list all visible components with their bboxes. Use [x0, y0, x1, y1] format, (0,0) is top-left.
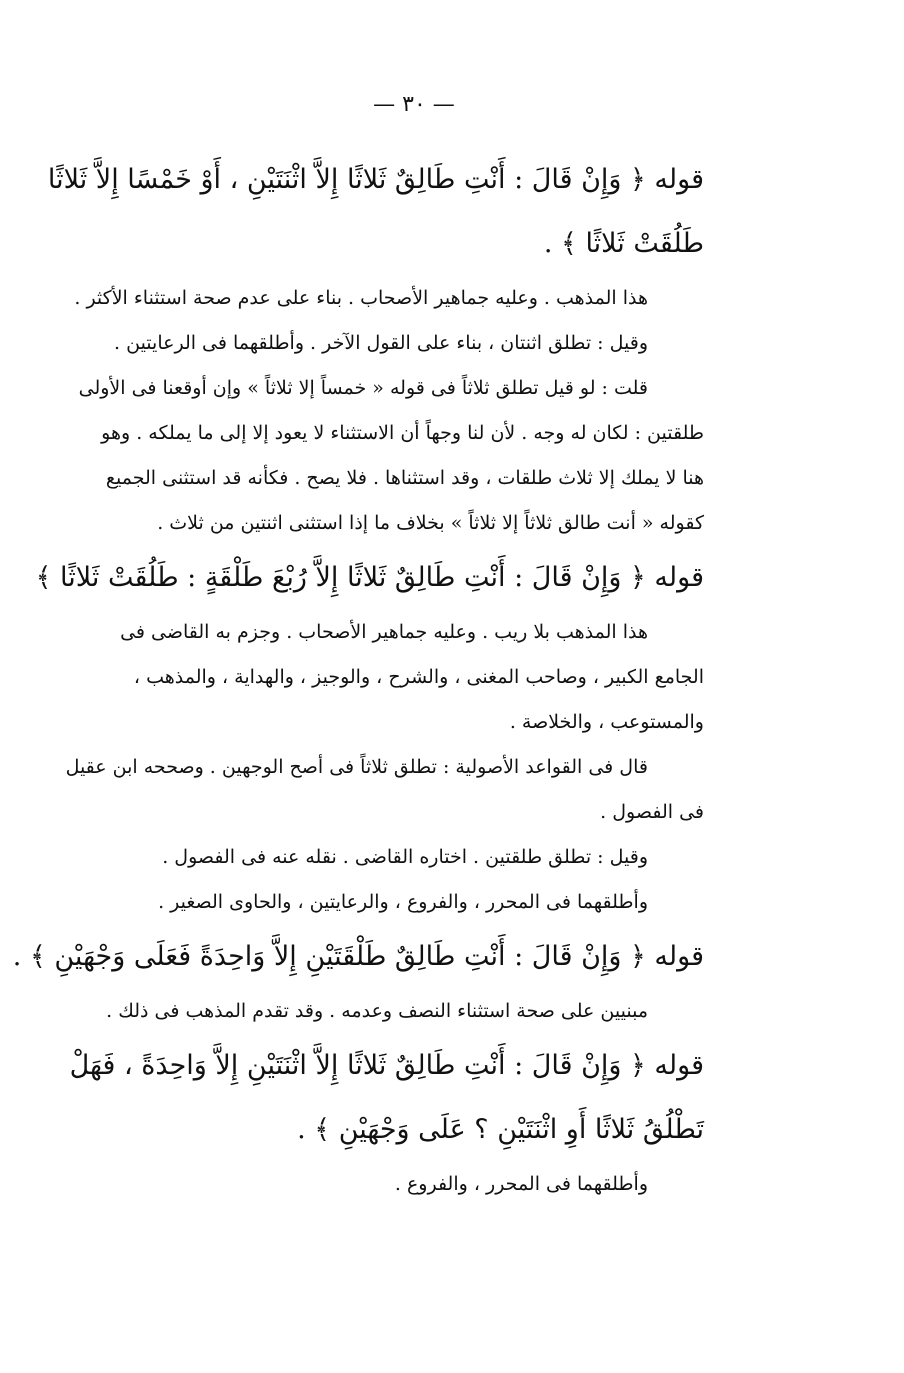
body-line: هنا لا يملك إلا ثلاث طلقات ، وقد استثناها . فلا يصح . فكأنه قد استثنى الجميع	[105, 467, 704, 489]
heading-paragraph	[47, 148, 704, 276]
body-paragraph	[88, 610, 704, 745]
body-line: وقيل : تطلق اثنتان ، بناء على القول الآخر . وأطلقهما فى الرعايتين .	[114, 332, 648, 354]
heading-line: تَطْلُقُ ثَلاثًا أَوِ اثْنَتَيْنِ ؟ عَلَى وَجْهَيْنِ ﴾ .	[297, 1114, 704, 1145]
body-line: قلت : لو قيل تطلق ثلاثاً فى قوله « خمساً إلا ثلاثاً » وإن أوقعنا فى الأولى	[78, 377, 648, 399]
body-line: كقوله « أنت طالق ثلاثاً إلا ثلاثاً » بخلاف ما إذا استثنى اثنتين من ثلاث .	[157, 512, 704, 534]
body-paragraph	[88, 1162, 704, 1207]
heading-line: قوله ﴿ وَإِنْ قَالَ : أَنْتِ طَالِقٌ ثَلاثًا إِلاَّ اثْنَتَيْنِ ، أَوْ خَمْسًا إِلاَّ ثَلاثًا	[47, 164, 704, 195]
body-line: وقيل : تطلق طلقتين . اختاره القاضى . نقله عنه فى الفصول .	[162, 846, 648, 868]
body-paragraph	[74, 276, 704, 321]
page-number: — ٣٠ —	[373, 92, 455, 117]
body-paragraph	[88, 321, 704, 366]
body-line: هذا المذهب . وعليه جماهير الأصحاب . بناء على عدم صحة استثناء الأكثر .	[74, 287, 648, 309]
body-line: وأطلقهما فى المحرر ، والفروع .	[394, 1173, 648, 1195]
body-paragraph	[65, 745, 704, 835]
heading-paragraph	[12, 925, 704, 989]
body-line: مبنيين على صحة استثناء النصف وعدمه . وقد تقدم المذهب فى ذلك .	[106, 1000, 648, 1022]
heading-line: قوله ﴿ وَإِنْ قَالَ : أَنْتِ طَالِقٌ ثَلاثًا إِلاَّ رُبْعَ طَلْقَةٍ : طَلُقَتْ ثَلاثًا ﴾	[35, 562, 704, 593]
heading-line: قوله ﴿ وَإِنْ قَالَ : أَنْتِ طَالِقٌ طَلْقَتَيْنِ إِلاَّ وَاحِدَةً فَعَلَى وَجْهَيْنِ ﴾ .	[12, 941, 704, 972]
body-line: وأطلقهما فى المحرر ، والفروع ، والرعايتين ، والحاوى الصغير .	[158, 891, 648, 913]
body-line: الجامع الكبير ، وصاحب المغنى ، والشرح ، والوجيز ، والهداية ، والمذهب ،	[133, 666, 704, 688]
page-content	[12, 148, 704, 1207]
body-line: هذا المذهب بلا ريب . وعليه جماهير الأصحاب . وجزم به القاضى فى	[120, 621, 648, 643]
body-paragraph	[88, 835, 704, 880]
body-paragraph	[88, 880, 704, 925]
body-paragraph	[88, 989, 704, 1034]
body-line: فى الفصول .	[600, 801, 704, 823]
heading-line: طَلُقَتْ ثَلاثًا ﴾ .	[543, 228, 704, 259]
body-line: قال فى القواعد الأصولية : تطلق ثلاثاً فى أصح الوجهين . وصححه ابن عقيل	[65, 756, 648, 778]
body-line: طلقتين : لكان له وجه . لأن لنا وجهاً أن الاستثناء لا يعود إلا إلى ما يملكه . وهو	[101, 422, 704, 444]
heading-paragraph	[69, 1034, 704, 1162]
heading-line: قوله ﴿ وَإِنْ قَالَ : أَنْتِ طَالِقٌ ثَلاثًا إِلاَّ اثْنَتَيْنِ إِلاَّ وَاحِدَةً ، فَهَلْ	[69, 1050, 704, 1081]
heading-paragraph	[35, 546, 704, 610]
body-paragraph	[78, 366, 704, 546]
body-line: والمستوعب ، والخلاصة .	[509, 711, 704, 733]
